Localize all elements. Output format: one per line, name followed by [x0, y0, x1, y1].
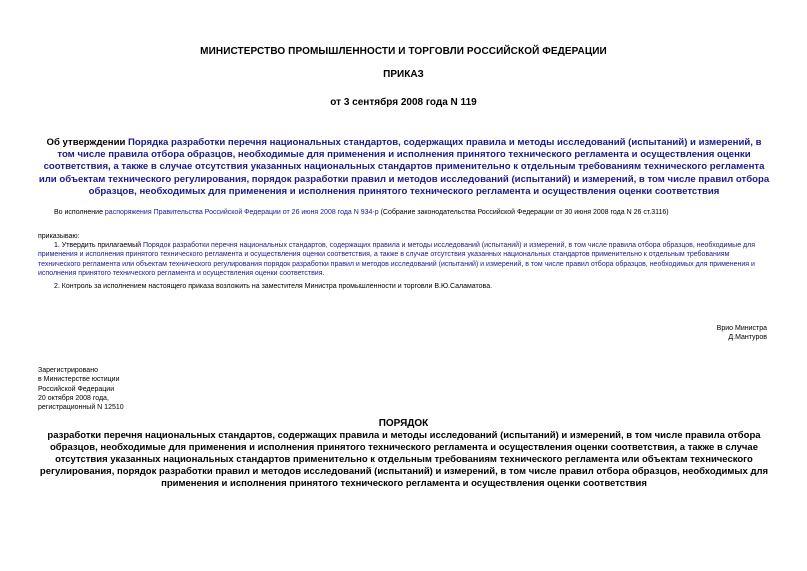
document-type: ПРИКАЗ	[383, 69, 424, 80]
registration-line-2: в Министерстве юстиции	[38, 376, 120, 384]
ministry-heading: МИНИСТЕРСТВО ПРОМЫШЛЕННОСТИ И ТОРГОВЛИ РОССИЙСКОЙ ФЕДЕРАЦИИ	[200, 46, 607, 57]
subject-link[interactable]: Порядка разработки перечня национальных стандартов, содержащих правила и методы исследований (испытаний) и измерений, в том числе правила отбора образцов, необходимые для применения и исполнения принятого технического регламента и осуществления оценки соответствия, а также в случае отсутствия указанных национальных стандартов применительно к отдельным требованиям технического регламента или объектам технического регулирования, порядок разработки правил и методов исследований (испытаний) и измерений, в том числе правил отбора образцов, необходимых для применения и исполнения принятого технического регламента и осуществления оценки соответствия	[38, 137, 770, 197]
preamble	[54, 208, 774, 217]
order-item-1	[38, 241, 770, 278]
signature-position: Врио Министра	[716, 325, 767, 332]
procedure-link[interactable]: Порядок разработки перечня национальных стандартов, содержащих правила и методы исследований (испытаний) и измерений, в том числе правила отбора образцов, необходимые для применения и исполнения принятого технического регламента и осуществления оценки соответствия, а также в случае отсутствия указанных национальных стандартов применительно к отдельным требованиям технического регламента или объектам технического регулирования порядок разработки правил и методов исследований (испытаний) и измерений, в том числе правил отбора образцов, необходимых для применения и исполнения принятого технического регламента и осуществления оценки соответствия	[38, 242, 755, 277]
signature-name: Д.Мантуров	[728, 334, 767, 342]
orders-label: приказываю:	[38, 233, 80, 240]
signature-block	[717, 324, 767, 343]
item1-suffix: .	[322, 269, 325, 277]
registration-line-1: Зарегистрировано	[38, 367, 98, 374]
document-subject	[38, 137, 770, 198]
item1-prefix: 1. Утвердить прилагаемый	[54, 242, 143, 249]
registration-line-5: регистрационный N 12510	[38, 404, 124, 412]
registration-line-3: Российской Федерации	[38, 385, 115, 393]
procedure-title: ПОРЯДОК	[378, 418, 429, 429]
preamble-prefix: Во исполнение	[54, 209, 105, 216]
registration-line-4: 20 октября 2008 года,	[38, 394, 109, 402]
procedure-subtitle: разработки перечня национальных стандартов, содержащих правила и методы исследований (испытаний) и измерений, в том числе правила отбора образцов, необходимые для применения и исполнения принятого технического регламента и осуществления оценки соответствия, а также в случае отсутствия указанных национальных стандартов применительно к отдельным требованиям технического регламента или объектам технического регулирования, порядок разработки правил и методов исследований (испытаний) и измерений, в том числе правил отбора образцов, необходимых для применения и исполнения принятого технического регламента и осуществления оценки соответствия	[39, 430, 769, 489]
government-order-link[interactable]: распоряжения Правительства Российской Федерации от 26 июня 2008 года N 934-р	[104, 209, 379, 216]
registration-block	[38, 366, 238, 412]
order-item-2: 2. Контроль за исполнением настоящего приказа возложить на заместителя Министра промышленности и торговли В.Ю.Саламатова.	[54, 283, 493, 290]
preamble-suffix: (Собрание законодательства Российской Федерации от 30 июня 2008 года N 26 ст.3116)	[378, 209, 669, 216]
document-date: от 3 сентября 2008 года N 119	[330, 97, 477, 108]
subject-prefix: Об утверждении	[46, 137, 129, 148]
